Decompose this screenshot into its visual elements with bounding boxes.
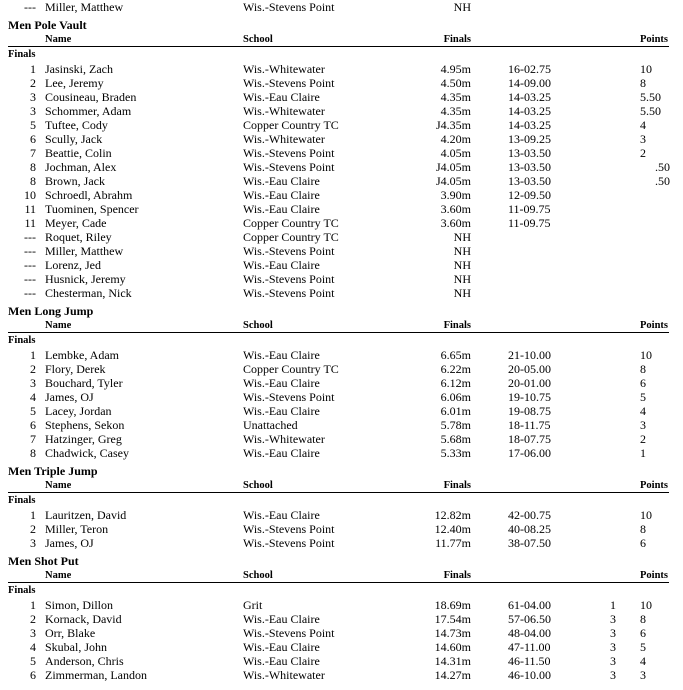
- school: Wis.-Whitewater: [243, 132, 325, 146]
- school: Wis.-Eau Claire: [243, 654, 320, 668]
- result-row: [0, 668, 683, 682]
- points: 6: [640, 536, 646, 550]
- imperial-mark: 47-11.00: [508, 640, 551, 654]
- result-row: [0, 390, 683, 404]
- athlete-name: Tuftee, Cody: [45, 118, 108, 132]
- round-label-row: [0, 584, 683, 598]
- school: Copper Country TC: [243, 216, 339, 230]
- result-row: [0, 640, 683, 654]
- athlete-name: Skubal, John: [45, 640, 108, 654]
- finals-mark: 4.35m: [440, 104, 471, 118]
- finals-mark: 5.78m: [440, 418, 471, 432]
- athlete-name: Schroedl, Abrahm: [45, 188, 133, 202]
- points: 5: [640, 640, 646, 654]
- result-row: [0, 626, 683, 640]
- points: 1: [640, 446, 646, 460]
- place: 1: [30, 62, 36, 76]
- result-row: [0, 174, 683, 188]
- event-title: Men Pole Vault: [8, 18, 87, 32]
- athlete-name: Lauritzen, David: [45, 508, 127, 522]
- result-row: [0, 348, 683, 362]
- athlete-name: Jasinski, Zach: [45, 62, 113, 76]
- finals-mark: NH: [453, 230, 471, 244]
- imperial-mark: 16-02.75: [508, 62, 551, 76]
- result-row: [0, 202, 683, 216]
- finals-mark: 12.40m: [434, 522, 471, 536]
- athlete-name: Chesterman, Nick: [45, 286, 132, 300]
- athlete-name: Tuominen, Spencer: [45, 202, 139, 216]
- place: ---: [24, 230, 36, 244]
- result-row: [0, 598, 683, 612]
- school: Wis.-Eau Claire: [243, 348, 320, 362]
- imperial-mark: 18-07.75: [508, 432, 551, 446]
- col-name-header: Name: [45, 34, 72, 45]
- imperial-mark: 20-05.00: [508, 362, 551, 376]
- col-points-header: Points: [640, 320, 669, 331]
- round-label-row: [0, 48, 683, 62]
- imperial-mark: 46-11.50: [508, 654, 551, 668]
- finals-mark: 6.06m: [440, 390, 471, 404]
- round-label-row: [0, 334, 683, 348]
- flight: 3: [610, 640, 616, 654]
- finals-mark: 4.05m: [440, 146, 471, 160]
- col-name-header: Name: [45, 570, 72, 581]
- finals-mark: 14.60m: [434, 640, 471, 654]
- place: 2: [30, 76, 36, 90]
- athlete-name: Meyer, Cade: [45, 216, 107, 230]
- place: 8: [30, 174, 36, 188]
- event-title-row: [0, 464, 683, 478]
- result-row: [0, 90, 683, 104]
- finals-mark: J4.35m: [435, 118, 471, 132]
- col-name-header: Name: [45, 480, 72, 491]
- athlete-name: Lacey, Jordan: [45, 404, 112, 418]
- finals-mark: 18.69m: [434, 598, 471, 612]
- imperial-mark: 14-03.25: [508, 90, 551, 104]
- points: 8: [640, 362, 646, 376]
- finals-mark: 11.77m: [435, 536, 471, 550]
- finals-mark: 4.95m: [440, 62, 471, 76]
- points: 2: [640, 146, 646, 160]
- points: 3: [640, 132, 646, 146]
- result-row: [0, 244, 683, 258]
- points: .50: [655, 174, 670, 188]
- column-header-row: [0, 33, 683, 47]
- column-header-row: [0, 319, 683, 333]
- flight: 1: [610, 598, 616, 612]
- imperial-mark: 42-00.75: [508, 508, 551, 522]
- finals-mark: 4.50m: [440, 76, 471, 90]
- header-rule: [8, 332, 669, 333]
- place: 2: [30, 612, 36, 626]
- points: 8: [640, 522, 646, 536]
- athlete-name: Stephens, Sekon: [45, 418, 125, 432]
- school: Wis.-Stevens Point: [243, 76, 335, 90]
- result-row: [0, 258, 683, 272]
- place: ---: [24, 244, 36, 258]
- school: Wis.-Stevens Point: [243, 626, 335, 640]
- place: 5: [30, 654, 36, 668]
- points: 4: [640, 404, 646, 418]
- points: .50: [655, 160, 670, 174]
- athlete-name: Simon, Dillon: [45, 598, 114, 612]
- points: 10: [640, 348, 652, 362]
- result-row: [0, 376, 683, 390]
- finals-mark: NH: [453, 272, 471, 286]
- imperial-mark: 11-09.75: [508, 216, 551, 230]
- athlete-name: Lee, Jeremy: [45, 76, 104, 90]
- result-row: [0, 230, 683, 244]
- school: Wis.-Eau Claire: [243, 258, 320, 272]
- school: Wis.-Eau Claire: [243, 174, 320, 188]
- school: Wis.-Stevens Point: [243, 390, 335, 404]
- place: 10: [24, 188, 36, 202]
- finals-mark: J4.05m: [435, 174, 471, 188]
- place: 4: [30, 640, 36, 654]
- athlete-name: Schommer, Adam: [45, 104, 132, 118]
- finals-mark: 5.33m: [440, 446, 471, 460]
- col-school-header: School: [243, 570, 273, 581]
- result-row: [0, 446, 683, 460]
- finals-mark: 5.68m: [440, 432, 471, 446]
- round-label-row: [0, 494, 683, 508]
- finals-mark: NH: [453, 286, 471, 300]
- imperial-mark: 14-09.00: [508, 76, 551, 90]
- place: 8: [30, 446, 36, 460]
- result-row: [0, 612, 683, 626]
- school: Wis.-Whitewater: [243, 104, 325, 118]
- col-finals-header: Finals: [443, 34, 471, 45]
- place: 1: [30, 348, 36, 362]
- school: Wis.-Eau Claire: [243, 404, 320, 418]
- finals-mark: 4.20m: [440, 132, 471, 146]
- athlete-name: James, OJ: [45, 390, 94, 404]
- athlete-name: Husnick, Jeremy: [45, 272, 126, 286]
- school: Wis.-Stevens Point: [243, 244, 335, 258]
- place: 11: [24, 202, 36, 216]
- header-rule: [8, 46, 669, 47]
- imperial-mark: 11-09.75: [508, 202, 551, 216]
- athlete-name: Roquet, Riley: [45, 230, 112, 244]
- points: 10: [640, 62, 652, 76]
- result-row: [0, 362, 683, 376]
- school: Wis.-Eau Claire: [243, 90, 320, 104]
- points: 2: [640, 432, 646, 446]
- imperial-mark: 13-09.25: [508, 132, 551, 146]
- imperial-mark: 46-10.00: [508, 668, 551, 682]
- place: 6: [30, 132, 36, 146]
- place: ---: [24, 258, 36, 272]
- imperial-mark: 18-11.75: [508, 418, 551, 432]
- place: 5: [30, 118, 36, 132]
- place: 1: [30, 508, 36, 522]
- place: 3: [30, 536, 36, 550]
- event-title: Men Long Jump: [8, 304, 94, 318]
- place: 3: [30, 376, 36, 390]
- school: Wis.-Eau Claire: [243, 202, 320, 216]
- finals-mark: 6.65m: [440, 348, 471, 362]
- school: Wis.-Stevens Point: [243, 146, 335, 160]
- place: 1: [30, 598, 36, 612]
- result-row: [0, 272, 683, 286]
- imperial-mark: 38-07.50: [508, 536, 551, 550]
- result-row: [0, 104, 683, 118]
- result-row: [0, 146, 683, 160]
- points: 5.50: [640, 104, 661, 118]
- place: 6: [30, 418, 36, 432]
- place: 4: [30, 390, 36, 404]
- event-title-row: [0, 554, 683, 568]
- finals-mark: 4.35m: [440, 90, 471, 104]
- athlete-name: Hatzinger, Greg: [45, 432, 122, 446]
- result-row: [0, 418, 683, 432]
- school: Wis.-Stevens Point: [243, 536, 335, 550]
- points: 4: [640, 118, 646, 132]
- school: Grit: [243, 598, 263, 612]
- school: Copper Country TC: [243, 362, 339, 376]
- finals-mark: 6.12m: [440, 376, 471, 390]
- imperial-mark: 20-01.00: [508, 376, 551, 390]
- result-row: [0, 508, 683, 522]
- points: 10: [640, 598, 652, 612]
- imperial-mark: 13-03.50: [508, 174, 551, 188]
- col-points-header: Points: [640, 570, 669, 581]
- athlete-name: Orr, Blake: [45, 626, 96, 640]
- place: 3: [30, 104, 36, 118]
- col-finals-header: Finals: [443, 570, 471, 581]
- school: Wis.-Stevens Point: [243, 0, 335, 14]
- col-finals-header: Finals: [443, 320, 471, 331]
- athlete-name: Miller, Matthew: [45, 0, 124, 14]
- finals-mark: 3.90m: [440, 188, 471, 202]
- result-row: [0, 536, 683, 550]
- school: Wis.-Stevens Point: [243, 272, 335, 286]
- result-row: [0, 132, 683, 146]
- place: ---: [24, 272, 36, 286]
- athlete-name: Anderson, Chris: [45, 654, 124, 668]
- col-finals-header: Finals: [443, 480, 471, 491]
- school: Wis.-Eau Claire: [243, 640, 320, 654]
- school: Wis.-Whitewater: [243, 62, 325, 76]
- flight: 3: [610, 626, 616, 640]
- finals-mark: J4.05m: [435, 160, 471, 174]
- points: 8: [640, 612, 646, 626]
- result-row: [0, 432, 683, 446]
- school: Wis.-Eau Claire: [243, 188, 320, 202]
- event-title: Men Shot Put: [8, 554, 79, 568]
- result-row: [0, 118, 683, 132]
- school: Wis.-Whitewater: [243, 668, 325, 682]
- school: Wis.-Eau Claire: [243, 612, 320, 626]
- column-header-row: [0, 479, 683, 493]
- round-label: Finals: [8, 495, 36, 506]
- place: ---: [24, 286, 36, 300]
- col-name-header: Name: [45, 320, 72, 331]
- result-row: [0, 76, 683, 90]
- points: 3: [640, 418, 646, 432]
- result-row: [0, 654, 683, 668]
- school: Wis.-Eau Claire: [243, 446, 320, 460]
- finals-mark: 6.22m: [440, 362, 471, 376]
- imperial-mark: 17-06.00: [508, 446, 551, 460]
- athlete-name: Beattie, Colin: [45, 146, 112, 160]
- finals-mark: NH: [453, 244, 471, 258]
- carryover-row: [0, 0, 683, 14]
- place: ---: [24, 0, 36, 14]
- athlete-name: Flory, Derek: [45, 362, 106, 376]
- school: Copper Country TC: [243, 230, 339, 244]
- points: 5: [640, 390, 646, 404]
- col-school-header: School: [243, 34, 273, 45]
- finals-mark: 3.60m: [440, 216, 471, 230]
- imperial-mark: 14-03.25: [508, 104, 551, 118]
- result-row: [0, 160, 683, 174]
- school: Wis.-Whitewater: [243, 432, 325, 446]
- athlete-name: Chadwick, Casey: [45, 446, 129, 460]
- points: 8: [640, 76, 646, 90]
- place: 7: [30, 432, 36, 446]
- imperial-mark: 21-10.00: [508, 348, 551, 362]
- school: Wis.-Eau Claire: [243, 508, 320, 522]
- school: Wis.-Stevens Point: [243, 160, 335, 174]
- finals-mark: 6.01m: [440, 404, 471, 418]
- flight: 3: [610, 654, 616, 668]
- athlete-name: Zimmerman, Landon: [45, 668, 147, 682]
- header-rule: [8, 582, 669, 583]
- school: Wis.-Stevens Point: [243, 522, 335, 536]
- athlete-name: Scully, Jack: [45, 132, 103, 146]
- imperial-mark: 13-03.50: [508, 160, 551, 174]
- athlete-name: Kornack, David: [45, 612, 122, 626]
- col-points-header: Points: [640, 480, 669, 491]
- athlete-name: Jochman, Alex: [45, 160, 117, 174]
- place: 3: [30, 626, 36, 640]
- place: 8: [30, 160, 36, 174]
- imperial-mark: 14-03.25: [508, 118, 551, 132]
- place: 2: [30, 362, 36, 376]
- imperial-mark: 40-08.25: [508, 522, 551, 536]
- result-row: [0, 62, 683, 76]
- points: 10: [640, 508, 652, 522]
- finals-mark: 3.60m: [440, 202, 471, 216]
- header-rule: [8, 492, 669, 493]
- finals-mark: 12.82m: [434, 508, 471, 522]
- flight: 3: [610, 668, 616, 682]
- finals-mark: NH: [453, 258, 471, 272]
- result-row: [0, 216, 683, 230]
- col-points-header: Points: [640, 34, 669, 45]
- result-row: [0, 522, 683, 536]
- event-title-row: [0, 304, 683, 318]
- round-label: Finals: [8, 49, 36, 60]
- finals-mark: 14.31m: [434, 654, 471, 668]
- school: Unattached: [243, 418, 298, 432]
- athlete-name: Lorenz, Jed: [45, 258, 101, 272]
- school: Copper Country TC: [243, 118, 339, 132]
- place: 11: [24, 216, 36, 230]
- finals-mark: 14.73m: [434, 626, 471, 640]
- school: Wis.-Eau Claire: [243, 376, 320, 390]
- athlete-name: Cousineau, Braden: [45, 90, 137, 104]
- athlete-name: Miller, Matthew: [45, 244, 124, 258]
- athlete-name: Bouchard, Tyler: [45, 376, 123, 390]
- school: Wis.-Stevens Point: [243, 286, 335, 300]
- col-school-header: School: [243, 480, 273, 491]
- finals-mark: NH: [453, 0, 471, 14]
- points: 6: [640, 626, 646, 640]
- athlete-name: Lembke, Adam: [45, 348, 119, 362]
- imperial-mark: 48-04.00: [508, 626, 551, 640]
- finals-mark: 17.54m: [434, 612, 471, 626]
- imperial-mark: 19-10.75: [508, 390, 551, 404]
- athlete-name: Brown, Jack: [45, 174, 105, 188]
- result-row: [0, 404, 683, 418]
- athlete-name: James, OJ: [45, 536, 94, 550]
- imperial-mark: 13-03.50: [508, 146, 551, 160]
- imperial-mark: 19-08.75: [508, 404, 551, 418]
- column-header-row: [0, 569, 683, 583]
- imperial-mark: 57-06.50: [508, 612, 551, 626]
- result-row: [0, 188, 683, 202]
- event-title: Men Triple Jump: [8, 464, 98, 478]
- points: 5.50: [640, 90, 661, 104]
- imperial-mark: 61-04.00: [508, 598, 551, 612]
- points: 3: [640, 668, 646, 682]
- event-title-row: [0, 18, 683, 32]
- result-row: [0, 286, 683, 300]
- imperial-mark: 12-09.50: [508, 188, 551, 202]
- finals-mark: 14.27m: [434, 668, 471, 682]
- round-label: Finals: [8, 335, 36, 346]
- place: 3: [30, 90, 36, 104]
- col-school-header: School: [243, 320, 273, 331]
- place: 7: [30, 146, 36, 160]
- place: 2: [30, 522, 36, 536]
- place: 5: [30, 404, 36, 418]
- points: 4: [640, 654, 646, 668]
- flight: 3: [610, 612, 616, 626]
- athlete-name: Miller, Teron: [45, 522, 109, 536]
- place: 6: [30, 668, 36, 682]
- points: 6: [640, 376, 646, 390]
- round-label: Finals: [8, 585, 36, 596]
